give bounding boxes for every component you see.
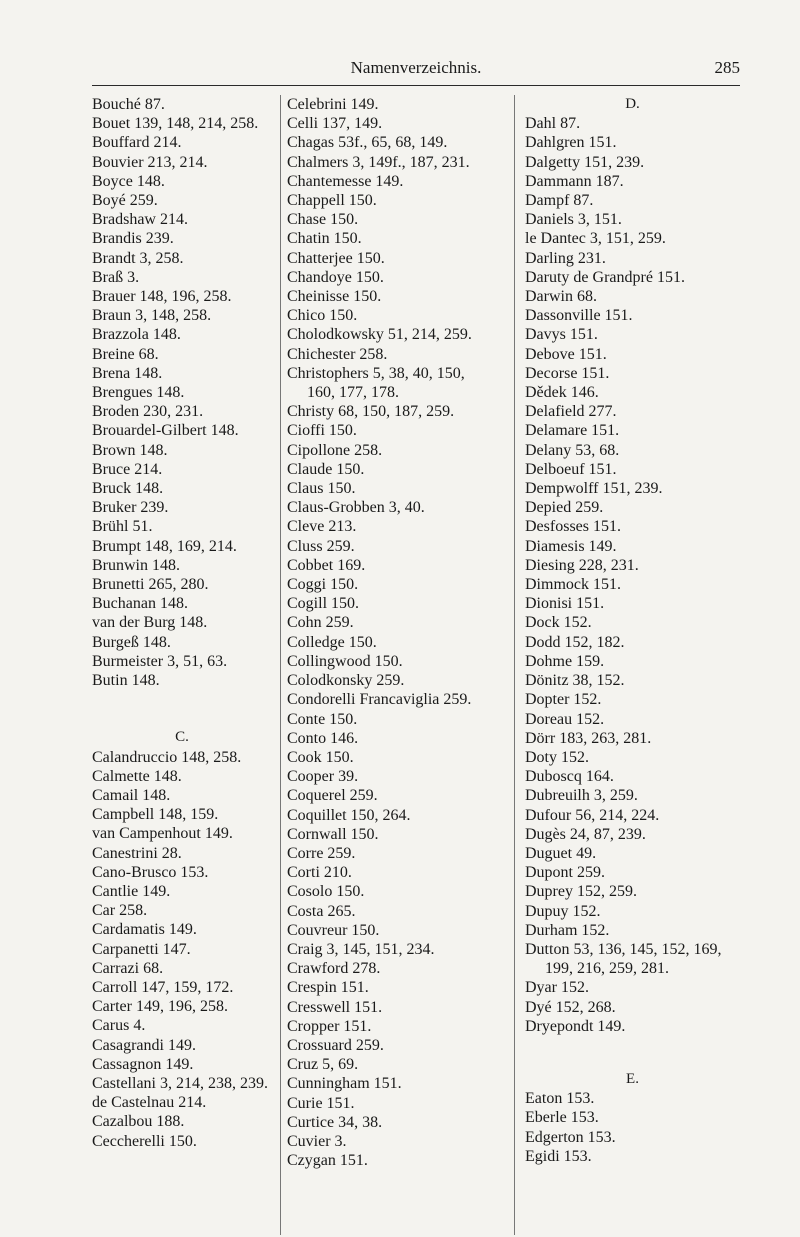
index-entry: Chappell 150. [287, 192, 377, 210]
entry-list [525, 1089, 740, 1166]
index-entry: Claude 150. [287, 460, 365, 478]
index-entry: Cobbet 169. [287, 556, 366, 574]
index-entry: Bruker 239. [92, 499, 169, 517]
index-entry: Daruty de Grandpré 151. [525, 268, 685, 286]
index-entry: Chalmers 3, 149f., 187, 231. [287, 153, 470, 171]
index-entry: Dörr 183, 263, 281. [525, 729, 652, 747]
index-entry: Bruce 214. [92, 460, 163, 478]
index-entry: Chatterjee 150. [287, 249, 385, 267]
index-entry: Couvreur 150. [287, 921, 380, 939]
index-entry: Chichester 258. [287, 345, 388, 363]
index-entry: Delamare 151. [525, 422, 620, 440]
index-entry: Chatin 150. [287, 230, 362, 248]
index-entry: Dopter 152. [525, 691, 602, 709]
running-header [92, 58, 740, 82]
index-entry: Cassagnon 149. [92, 1055, 194, 1073]
index-entry: Colodkonsky 259. [287, 672, 405, 690]
index-entry: Chico 150. [287, 307, 358, 325]
index-entry: Colledge 150. [287, 633, 377, 651]
column-divider [514, 95, 515, 1235]
index-entry: Dimmock 151. [525, 576, 621, 594]
index-entry: Dupuy 152. [525, 902, 601, 920]
page-number: 285 [714, 58, 740, 77]
entry-list [92, 95, 272, 690]
index-entry: Bradshaw 214. [92, 211, 188, 229]
index-entry: Ceccherelli 150. [92, 1132, 197, 1150]
index-entry: Brena 148. [92, 364, 163, 382]
index-entry: Brauer 148, 196, 258. [92, 288, 232, 306]
index-entry: Casagrandi 149. [92, 1036, 196, 1054]
index-entry: le Dantec 3, 151, 259. [525, 230, 666, 248]
index-entry: Conte 150. [287, 710, 358, 728]
index-entry: Cunningham 151. [287, 1075, 402, 1093]
index-entry: Carter 149, 196, 258. [92, 998, 228, 1016]
entry-list [525, 114, 740, 940]
index-entry: Brazzola 148. [92, 326, 181, 344]
index-entry: Curtice 34, 38. [287, 1113, 383, 1131]
index-entry: Brengues 148. [92, 384, 185, 402]
index-entry: Calandruccio 148, 258. [92, 748, 242, 766]
index-entry: Dionisi 151. [525, 595, 605, 613]
column-divider [280, 95, 281, 1235]
index-entry: Camail 148. [92, 786, 171, 804]
index-entry: Dalgetty 151, 239. [525, 153, 645, 171]
index-entry: Dassonville 151. [525, 307, 633, 325]
index-entry: Chandoye 150. [287, 268, 384, 286]
index-entry: Braun 3, 148, 258. [92, 307, 212, 325]
index-entry: Braß 3. [92, 268, 140, 286]
index-entry: Desfosses 151. [525, 518, 621, 536]
index-entry: Brandis 239. [92, 230, 174, 248]
index-entry: Castellani 3, 214, 238, 239. [92, 1074, 268, 1092]
index-entry: Duboscq 164. [525, 768, 614, 786]
index-entry: Burmeister 3, 51, 63. [92, 652, 228, 670]
index-entry: Cohn 259. [287, 614, 354, 632]
index-entry: Cropper 151. [287, 1017, 372, 1035]
index-entry: Dyé 152, 268. [525, 998, 616, 1016]
index-entry: Duguet 49. [525, 844, 597, 862]
index-entry: Dutton 53, 136, 145, 152, 169, [525, 940, 722, 958]
index-entry: Dugès 24, 87, 239. [525, 825, 646, 843]
index-entry: Breine 68. [92, 345, 159, 363]
index-entry: Costa 265. [287, 902, 356, 920]
index-entry: Dubreuilh 3, 259. [525, 787, 638, 805]
index-entry: Cosolo 150. [287, 883, 365, 901]
index-entry: Delboeuf 151. [525, 460, 617, 478]
index-entry: Debove 151. [525, 345, 607, 363]
index-entry-continuation: 160, 177, 178. [307, 384, 399, 402]
index-entry: Dufour 56, 214, 224. [525, 806, 660, 824]
index-entry: Crespin 151. [287, 979, 369, 997]
index-entry: Cluss 259. [287, 537, 355, 555]
index-entry: Dodd 152, 182. [525, 633, 625, 651]
index-entry: van der Burg 148. [92, 614, 208, 632]
index-entry: Campbell 148, 159. [92, 806, 219, 824]
index-entry: Coquillet 150, 264. [287, 806, 411, 824]
index-entry: Carpanetti 147. [92, 940, 191, 958]
index-entry: Daniels 3, 151. [525, 211, 622, 229]
index-entry: Burgeß 148. [92, 633, 171, 651]
index-entry: Cioffi 150. [287, 422, 357, 440]
index-entry: Bouet 139, 148, 214, 258. [92, 115, 259, 133]
index-entry: van Campenhout 149. [92, 825, 233, 843]
index-entry: Brouardel-Gilbert 148. [92, 422, 239, 440]
index-entry: Cruz 5, 69. [287, 1056, 359, 1074]
index-entry: Cano-Brusco 153. [92, 863, 209, 881]
index-column-2 [287, 95, 512, 1170]
entry-list [525, 978, 740, 1036]
index-entry: Cantlie 149. [92, 882, 171, 900]
index-entry: de Castelnau 214. [92, 1094, 207, 1112]
index-entry: Bouché 87. [92, 96, 165, 113]
index-entry: Celli 137, 149. [287, 115, 383, 133]
index-entry: Bruck 148. [92, 480, 164, 498]
index-entry: Bouffard 214. [92, 134, 182, 152]
index-entry: Brumpt 148, 169, 214. [92, 537, 237, 555]
index-entry: Brühl 51. [92, 518, 153, 536]
index-entry: Darwin 68. [525, 288, 597, 306]
index-entry: Canestrini 28. [92, 844, 182, 862]
index-entry: Dempwolff 151, 239. [525, 480, 663, 498]
index-entry: Boyce 148. [92, 172, 165, 190]
index-entry: Diesing 228, 231. [525, 556, 639, 574]
index-entry: Carus 4. [92, 1017, 146, 1035]
index-entry: Calmette 148. [92, 767, 182, 785]
index-entry: Cheinisse 150. [287, 288, 382, 306]
index-entry: Doreau 152. [525, 710, 605, 728]
index-entry: Coquerel 259. [287, 787, 378, 805]
index-entry: Dahl 87. [525, 115, 581, 133]
entry-list [287, 95, 512, 364]
index-entry: Eberle 153. [525, 1109, 599, 1127]
index-entry: Egidi 153. [525, 1147, 592, 1165]
index-column-1 [92, 95, 272, 1151]
header-rule [92, 85, 740, 86]
index-entry: Curie 151. [287, 1094, 355, 1112]
section-heading-c: C. [175, 729, 189, 746]
index-entry: Conto 146. [287, 729, 359, 747]
index-entry: Corti 210. [287, 864, 352, 882]
index-entry: Celebrini 149. [287, 96, 379, 113]
index-entry: Coggi 150. [287, 576, 359, 594]
index-entry: Chagas 53f., 65, 68, 149. [287, 134, 448, 152]
index-entry: Christy 68, 150, 187, 259. [287, 403, 455, 421]
index-entry: Bouvier 213, 214. [92, 153, 208, 171]
index-entry: Dönitz 38, 152. [525, 672, 625, 690]
section-heading-e: E. [626, 1070, 639, 1087]
index-entry: Delafield 277. [525, 403, 617, 421]
index-entry: Decorse 151. [525, 364, 610, 382]
index-entry: Czygan 151. [287, 1152, 368, 1170]
index-entry: Cardamatis 149. [92, 921, 197, 939]
index-entry: Cornwall 150. [287, 825, 379, 843]
index-entry: Chase 150. [287, 211, 359, 229]
index-entry: Cazalbou 188. [92, 1113, 185, 1131]
index-entry: Delany 53, 68. [525, 441, 620, 459]
index-entry: Chantemesse 149. [287, 172, 404, 190]
index-entry: Broden 230, 231. [92, 403, 204, 421]
index-entry: Dupont 259. [525, 864, 605, 882]
index-entry: Collingwood 150. [287, 652, 403, 670]
index-entry: Brunwin 148. [92, 556, 180, 574]
index-entry: Crawford 278. [287, 960, 381, 978]
index-entry: Corre 259. [287, 844, 356, 862]
index-entry: Diamesis 149. [525, 537, 617, 555]
index-entry: Crossuard 259. [287, 1036, 384, 1054]
index-entry: Butin 148. [92, 672, 160, 690]
index-entry: Durham 152. [525, 921, 610, 939]
index-entry: Cooper 39. [287, 768, 359, 786]
index-entry: Christophers 5, 38, 40, 150, [287, 364, 465, 382]
index-entry: Cholodkowsky 51, 214, 259. [287, 326, 472, 344]
index-entry: Darling 231. [525, 249, 606, 267]
index-entry: Carroll 147, 159, 172. [92, 978, 234, 996]
index-entry: Craig 3, 145, 151, 234. [287, 940, 435, 958]
index-entry: Car 258. [92, 902, 148, 920]
index-entry: Edgerton 153. [525, 1128, 616, 1146]
index-entry: Doty 152. [525, 748, 589, 766]
index-entry: Dammann 187. [525, 172, 624, 190]
index-entry: Buchanan 148. [92, 595, 188, 613]
entry-list [287, 402, 512, 1170]
index-entry: Dohme 159. [525, 652, 605, 670]
index-entry: Dock 152. [525, 614, 592, 632]
index-entry-continuation: 199, 216, 259, 281. [545, 960, 669, 978]
index-entry: Dyar 152. [525, 979, 589, 997]
index-entry: Depied 259. [525, 499, 604, 517]
index-entry: Cuvier 3. [287, 1132, 347, 1150]
index-entry: Brunetti 265, 280. [92, 576, 209, 594]
index-entry: Claus-Grobben 3, 40. [287, 499, 425, 517]
index-entry: Dampf 87. [525, 192, 594, 210]
index-entry: Cogill 150. [287, 595, 360, 613]
page-title: Namenverzeichnis. [350, 58, 482, 77]
index-entry: Claus 150. [287, 480, 356, 498]
index-entry: Davys 151. [525, 326, 598, 344]
index-entry: Cresswell 151. [287, 998, 383, 1016]
index-entry: Cipollone 258. [287, 441, 383, 459]
index-entry: Condorelli Francaviglia 259. [287, 691, 472, 709]
index-entry: Brown 148. [92, 441, 168, 459]
index-entry: Duprey 152, 259. [525, 883, 637, 901]
index-column-3 [525, 95, 740, 1166]
section-heading-d: D. [625, 96, 640, 112]
index-entry: Dryepondt 149. [525, 1017, 626, 1035]
index-entry: Eaton 153. [525, 1090, 595, 1108]
index-entry: Cleve 213. [287, 518, 357, 536]
index-entry: Carrazi 68. [92, 959, 164, 977]
index-entry: Boyé 259. [92, 192, 158, 210]
index-entry: Dahlgren 151. [525, 134, 617, 152]
index-entry: Cook 150. [287, 748, 354, 766]
entry-list [92, 748, 272, 1151]
index-entry: Brandt 3, 258. [92, 249, 184, 267]
index-entry: Dědek 146. [525, 384, 599, 402]
